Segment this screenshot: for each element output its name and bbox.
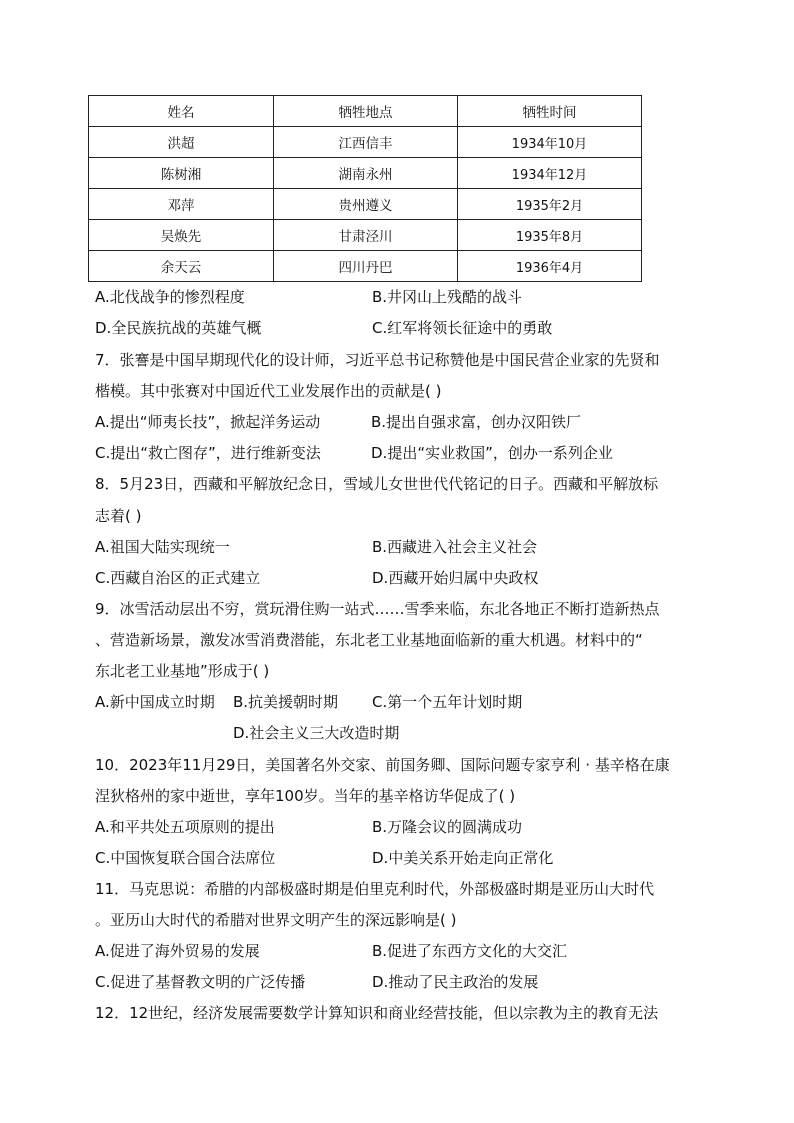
q8-stem-line2: 志着( )	[95, 507, 142, 525]
q11-option-a: A.促进了海外贸易的发展	[95, 942, 260, 960]
q10-option-c: C.中国恢复联合国合法席位	[95, 849, 276, 867]
q6-option-d: D.全民族抗战的英雄气概	[95, 319, 262, 337]
q7-option-d: D.提出“实业救国”，创办一系列企业	[371, 444, 613, 462]
q10-option-d: D.中美关系开始走向正常化	[372, 849, 554, 867]
q9-option-b: B.抗美援朝时期	[233, 693, 339, 711]
q8-option-a: A.祖国大陆实现统一	[95, 538, 230, 556]
table-row	[89, 220, 642, 251]
q9-option-d: D.社会主义三大改造时期	[233, 724, 400, 742]
table-header-row	[89, 96, 642, 127]
q8-option-c: C.西藏自治区的正式建立	[95, 569, 261, 587]
q9-option-a: A.新中国成立时期	[95, 693, 215, 711]
q8-stem-line1: 8．5月23日，西藏和平解放纪念日，雪域儿女世世代代铭记的日子。西藏和平解放标	[95, 475, 659, 493]
q10-option-b: B.万隆会议的圆满成功	[372, 818, 523, 836]
q10-option-a: A.和平共处五项原则的提出	[95, 818, 275, 836]
q9-stem-line3: 东北老工业基地”形成于( )	[95, 662, 270, 680]
q11-stem-line1: 11．马克思说：希腊的内部极盛时期是伯里克利时代，外部极盛时期是亚历山大时代	[95, 880, 655, 898]
cell-name: 邓萍	[89, 189, 274, 220]
q10-stem-line2: 涅狄格州的家中逝世，享年100岁。当年的基辛格访华促成了( )	[95, 787, 516, 805]
cell-name: 吴焕先	[89, 220, 274, 251]
q12-stem-line1: 12．12世纪，经济发展需要数学计算知识和商业经营技能，但以宗教为主的教育无法	[95, 1004, 659, 1022]
cell-place: 甘肃泾川	[274, 220, 458, 251]
q7-stem-line1: 7．张謇是中国早期现代化的设计师，习近平总书记称赞他是中国民营企业家的先贤和	[95, 351, 660, 369]
cell-name: 陈树湘	[89, 158, 274, 189]
cell-time: 1934年12月	[458, 158, 642, 189]
cell-place: 江西信丰	[274, 127, 458, 158]
q11-stem-line2: 。亚历山大时代的希腊对世界文明产生的深远影响是( )	[95, 911, 457, 929]
q7-stem-line2: 楷模。其中张赛对中国近代工业发展作出的贡献是( )	[95, 382, 442, 400]
q7-option-b: B.提出自强求富，创办汉阳铁厂	[371, 413, 582, 431]
cell-time: 1936年4月	[458, 251, 642, 282]
table-row	[89, 127, 642, 158]
q7-option-c: C.提出“救亡图存”，进行维新变法	[95, 444, 321, 462]
cell-place: 湖南永州	[274, 158, 458, 189]
table-row	[89, 189, 642, 220]
header-time: 牺牲时间	[458, 96, 642, 127]
q6-option-c: C.红军将领长征途中的勇敢	[372, 319, 553, 337]
cell-name: 余天云	[89, 251, 274, 282]
q11-option-c: C.促进了基督教文明的广泛传播	[95, 973, 306, 991]
q10-stem-line1: 10．2023年11月29日，美国著名外交家、前国务卿、国际问题专家亨利 · 基辛格在康	[95, 756, 670, 774]
q11-option-d: D.推动了民主政治的发展	[372, 973, 539, 991]
q6-option-b: B.井冈山上残酷的战斗	[372, 288, 523, 306]
table-row	[89, 158, 642, 189]
q8-option-b: B.西藏进入社会主义社会	[372, 538, 538, 556]
martyr-table	[88, 95, 642, 282]
table-row	[89, 251, 642, 282]
q9-option-c: C.第一个五年计划时期	[372, 693, 523, 711]
q6-option-a: A.北伐战争的惨烈程度	[95, 288, 245, 306]
q7-option-a: A.提出“师夷长技”，掀起洋务运动	[95, 413, 321, 431]
cell-name: 洪超	[89, 127, 274, 158]
q9-stem-line1: 9．冰雪活动层出不穷，赏玩滑住购一站式……雪季来临，东北各地正不断打造新热点	[95, 600, 660, 618]
q8-option-d: D.西藏开始归属中央政权	[372, 569, 539, 587]
cell-time: 1935年2月	[458, 189, 642, 220]
q9-stem-line2: 、营造新场景，激发冰雪消费潜能，东北老工业基地面临新的重大机遇。材料中的“	[95, 631, 643, 649]
q11-option-b: B.促进了东西方文化的大交汇	[372, 942, 568, 960]
header-place: 牺牲地点	[274, 96, 458, 127]
cell-place: 贵州遵义	[274, 189, 458, 220]
cell-time: 1935年8月	[458, 220, 642, 251]
header-name: 姓名	[89, 96, 274, 127]
cell-place: 四川丹巴	[274, 251, 458, 282]
cell-time: 1934年10月	[458, 127, 642, 158]
